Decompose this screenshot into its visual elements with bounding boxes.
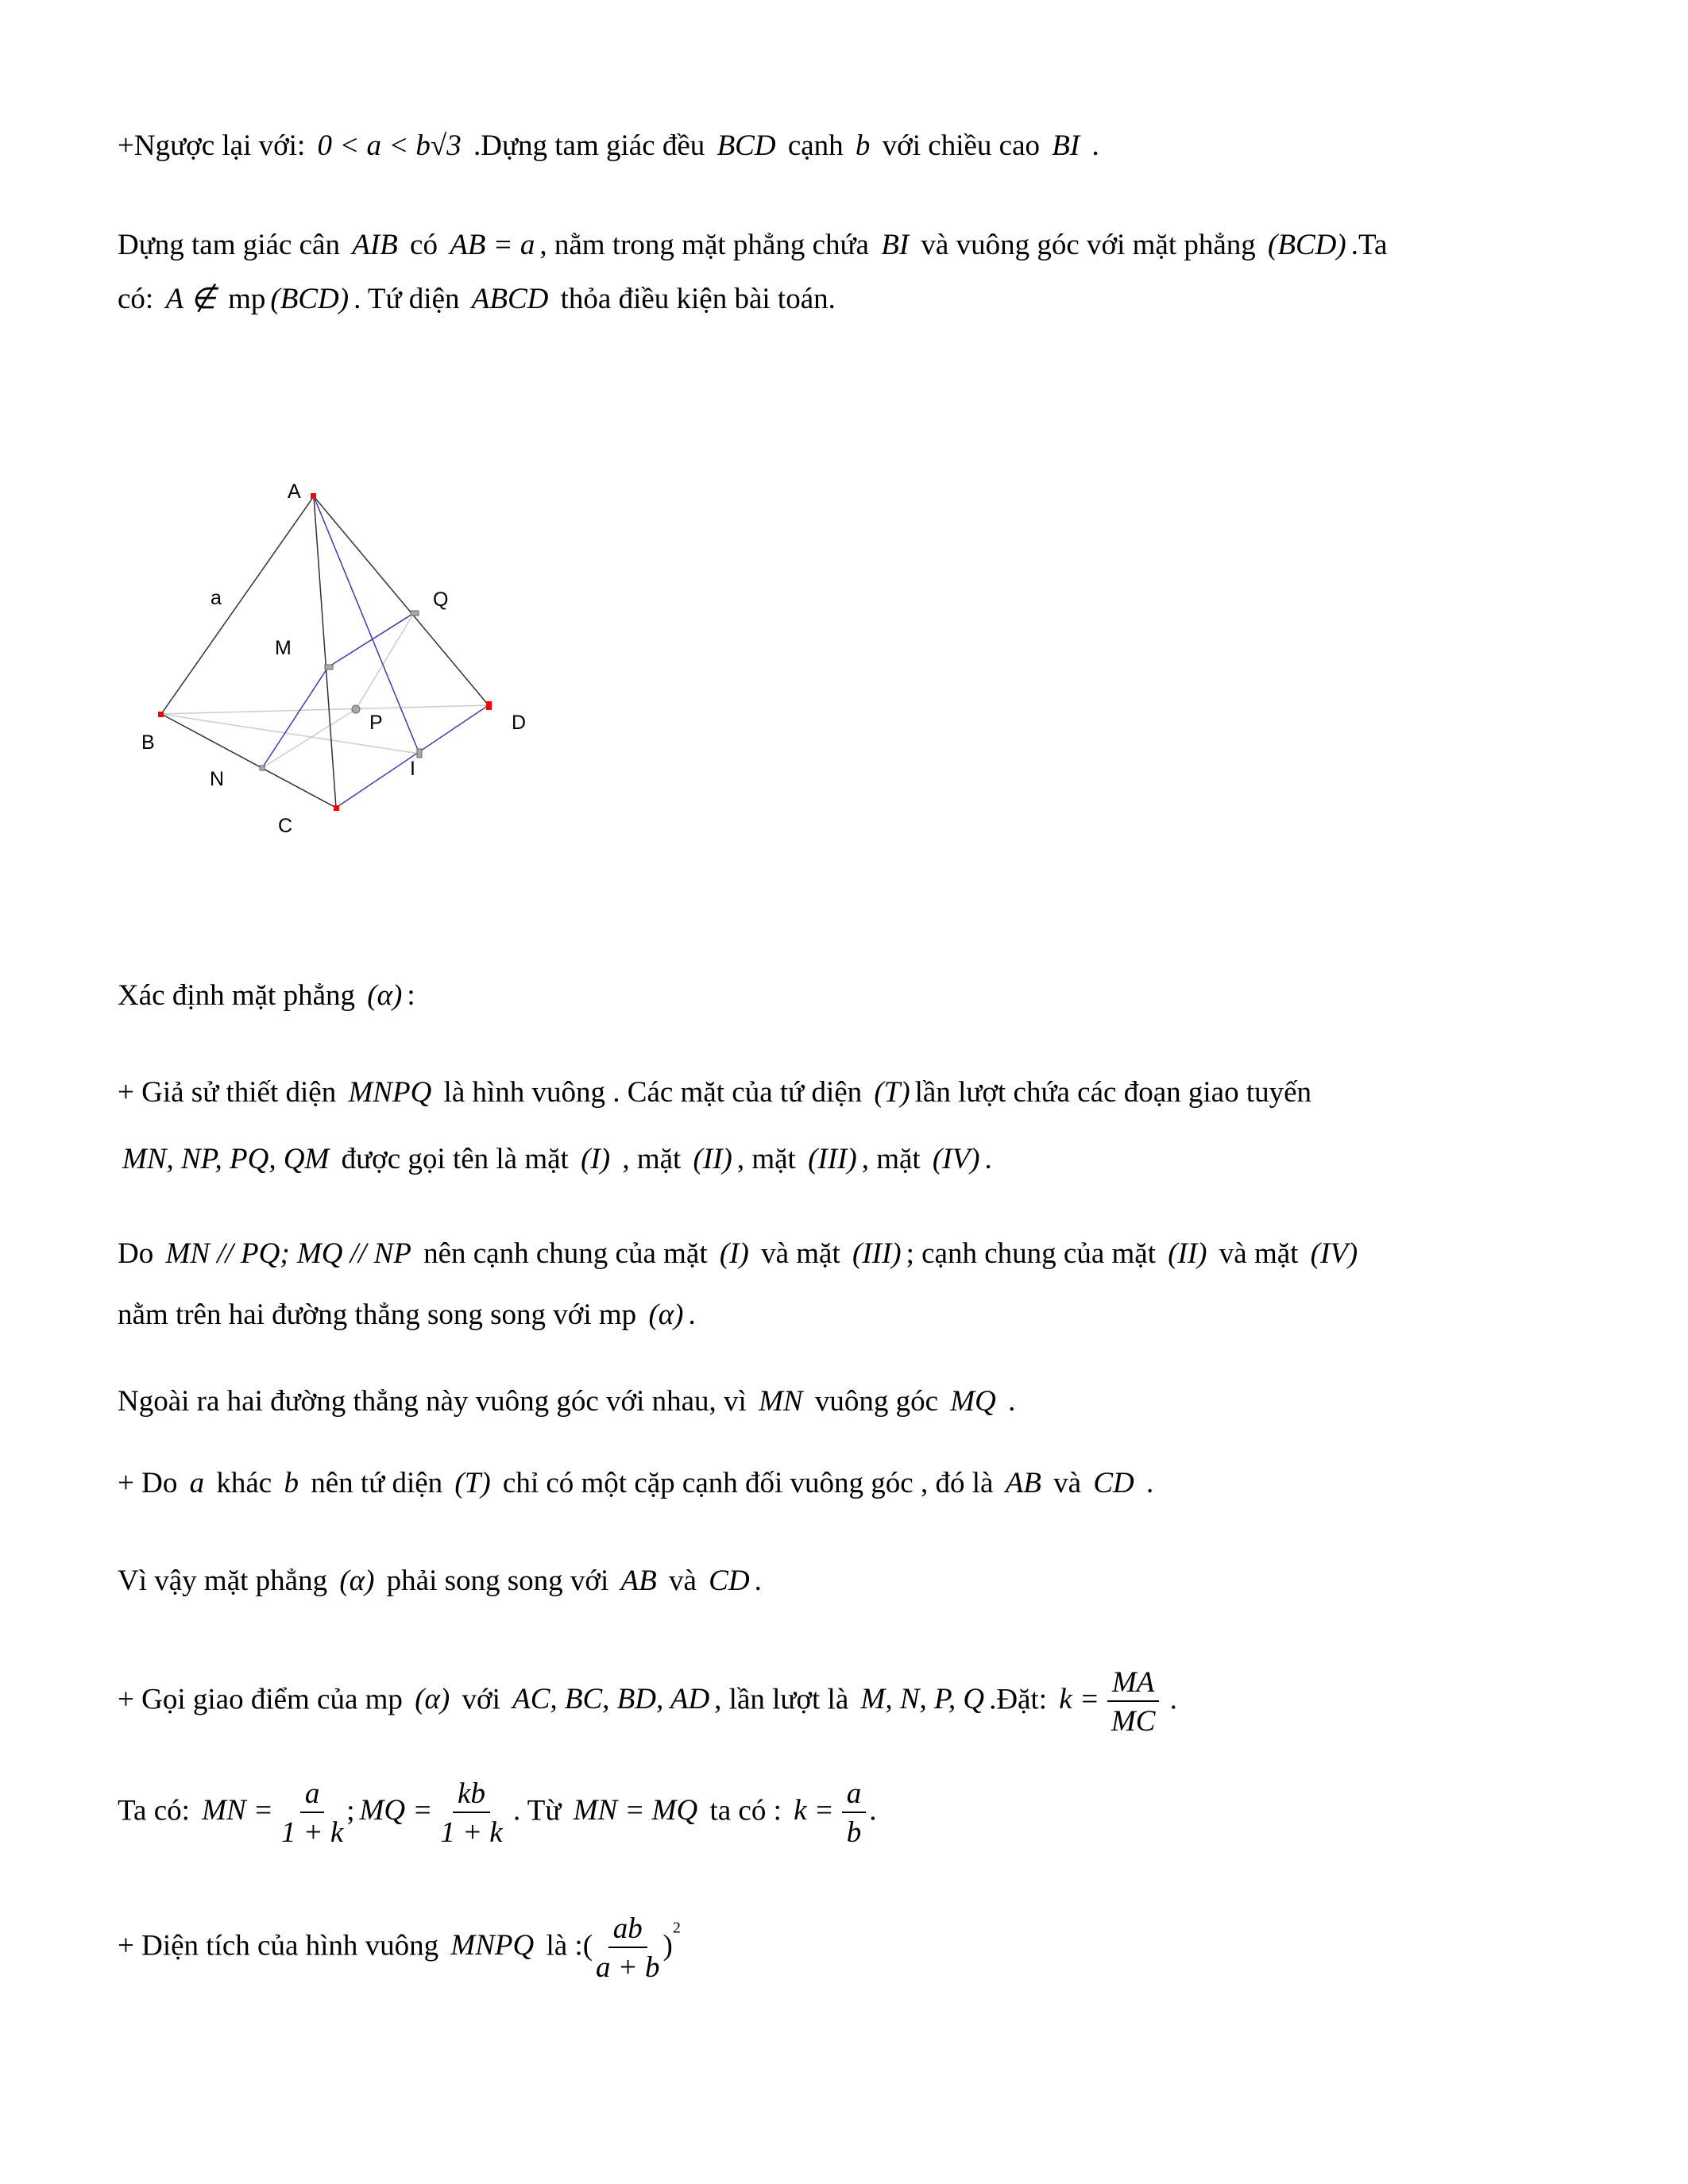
text-segment: Ta có: [118, 1794, 198, 1827]
vertex-b [158, 712, 164, 717]
text-segment: khác [209, 1467, 280, 1499]
text-segment: . [1162, 1683, 1177, 1716]
edge-ad [314, 496, 489, 705]
label-a-vertex: A [288, 480, 301, 503]
point-m [325, 665, 333, 669]
text-segment: nằm trên hai đường thẳng song song với mp [118, 1298, 644, 1331]
segment-mn [262, 667, 328, 768]
math-expression: k = [1059, 1683, 1099, 1716]
math-expression: (T) [874, 1076, 910, 1109]
math-expression: k = [794, 1794, 834, 1827]
math-expression: a [189, 1467, 205, 1499]
text-segment: . [984, 1143, 992, 1175]
text-segment: phải song song với [379, 1565, 616, 1597]
math-expression: CD [709, 1565, 750, 1597]
segment-mq [328, 613, 414, 667]
text-segment: . [869, 1794, 877, 1827]
math-expression: (T) [454, 1467, 491, 1499]
text-segment: , lần lượt là [714, 1683, 856, 1716]
text-line [118, 1914, 681, 1982]
text-segment: + Diện tích của hình vuông [118, 1929, 446, 1962]
text-segment: + Do [118, 1467, 185, 1499]
text-segment: và [1045, 1467, 1089, 1499]
math-expression: (α) [648, 1298, 684, 1331]
text-segment: được gọi tên là mặt [334, 1143, 577, 1175]
text-segment: có: [118, 283, 161, 315]
text-line [118, 1239, 1362, 1268]
text-segment: Vì vậy mặt phẳng [118, 1565, 335, 1597]
math-expression: b [284, 1467, 299, 1499]
fraction [440, 1779, 502, 1847]
math-expression: BI [881, 229, 910, 261]
text-segment: . Từ [505, 1794, 569, 1827]
math-expression: 0 < a < b√3 [317, 129, 462, 162]
edge-bd-hidden [161, 705, 489, 714]
point-i [417, 749, 422, 758]
math-expression: MNPQ [348, 1076, 432, 1109]
math-expression: AB [620, 1565, 657, 1597]
vertex-a [311, 493, 316, 499]
text-segment: ) [662, 1929, 673, 1962]
text-segment: : [407, 979, 415, 1012]
text-line [118, 1387, 1015, 1416]
text-segment: .Dựng tam giác đều [465, 129, 713, 162]
label-q: Q [433, 588, 449, 611]
math-expression: MN [759, 1385, 803, 1418]
math-expression: M, N, P, Q [860, 1683, 985, 1716]
label-p: P [369, 712, 383, 734]
math-expression: AB [1005, 1467, 1041, 1499]
text-segment: nên cạnh chung của mặt [415, 1237, 715, 1270]
math-expression: BCD [717, 129, 776, 162]
label-b: B [141, 731, 155, 754]
math-expression: MN = MQ [573, 1794, 698, 1827]
text-segment: Dựng tam giác cân [118, 229, 348, 261]
edge-ab [161, 496, 314, 714]
math-expression: (IV) [1310, 1237, 1358, 1270]
point-q [411, 611, 419, 615]
point-p [352, 705, 360, 713]
math-expression: AIB [352, 229, 398, 261]
text-segment: .Đặt: [989, 1683, 1055, 1716]
text-segment: +Ngược lại với: [118, 129, 313, 162]
label-m: M [275, 637, 292, 659]
math-expression: (BCD) [1268, 229, 1346, 261]
text-line [118, 1078, 1311, 1107]
text-segment: Ngoài ra hai đường thẳng này vuông góc với nhau, vì [118, 1385, 755, 1418]
math-expression: (α) [367, 979, 403, 1012]
fraction [281, 1779, 343, 1847]
math-expression: CD [1093, 1467, 1134, 1499]
fraction-numerator: ab [608, 1914, 647, 1948]
edge-bc [161, 714, 336, 808]
label-d: D [512, 712, 527, 734]
math-expression: (IV) [932, 1143, 980, 1175]
math-expression: b [855, 129, 871, 162]
text-segment: + Giả sử thiết diện [118, 1076, 344, 1109]
fraction-numerator: kb [453, 1779, 490, 1813]
text-segment: Xác định mặt phẳng [118, 979, 363, 1012]
math-expression: (α) [415, 1683, 450, 1716]
segment-pq-hidden [356, 613, 414, 709]
text-segment: chỉ có một cặp cạnh đối vuông góc , đó là [495, 1467, 1001, 1499]
fraction [596, 1914, 659, 1982]
math-expression: A ∉ [165, 283, 216, 315]
label-a-side: a [211, 587, 222, 609]
math-expression: AC, BC, BD, AD [512, 1683, 710, 1716]
fraction-numerator: a [842, 1779, 867, 1813]
text-segment: là hình vuông . Các mặt của tứ diện [436, 1076, 870, 1109]
text-segment: có [402, 229, 446, 261]
text-segment: và mặt [1211, 1237, 1306, 1270]
fraction-denominator: a + b [596, 1951, 660, 1984]
text-segment: . [1084, 129, 1099, 162]
fraction-denominator: 1 + k [280, 1816, 344, 1849]
math-expression: MQ [950, 1385, 996, 1418]
text-segment: và vuông góc với mặt phẳng [914, 229, 1264, 261]
fraction-numerator: MA [1107, 1668, 1159, 1702]
text-line [118, 1668, 1177, 1736]
text-segment: thỏa điều kiện bài toán. [553, 283, 836, 315]
math-expression: (I) [719, 1237, 749, 1270]
label-i: I [410, 758, 415, 780]
math-expression: MQ = [359, 1794, 433, 1827]
text-line [118, 981, 415, 1010]
fraction-denominator: 1 + k [440, 1816, 503, 1849]
text-segment: với [454, 1683, 508, 1716]
text-segment: . [688, 1298, 696, 1331]
text-segment: vuông góc [807, 1385, 946, 1418]
segment-np-hidden [262, 709, 356, 768]
fraction-denominator: b [846, 1816, 862, 1849]
vertex-c [334, 805, 339, 811]
text-segment: ; cạnh chung của mặt [906, 1237, 1164, 1270]
math-expression: ABCD [471, 283, 549, 315]
text-line [118, 1144, 992, 1174]
text-segment: nên tứ diện [303, 1467, 450, 1499]
math-expression: MN = [202, 1794, 273, 1827]
fraction [1107, 1668, 1159, 1736]
text-segment: và mặt [753, 1237, 848, 1270]
fraction-denominator: MC [1111, 1705, 1156, 1738]
text-segment: , mặt [736, 1143, 804, 1175]
fraction [842, 1779, 867, 1847]
superscript: 2 [672, 1919, 681, 1937]
math-expression: (BCD) [270, 283, 350, 315]
text-segment: , mặt [861, 1143, 928, 1175]
math-expression: (α) [339, 1565, 375, 1597]
text-segment: . [1138, 1467, 1154, 1499]
text-segment: là :( [539, 1929, 593, 1962]
text-segment: với chiều cao [875, 129, 1048, 162]
math-expression: (III) [808, 1143, 857, 1175]
text-segment: cạnh [780, 129, 851, 162]
text-segment: mp [220, 283, 266, 315]
math-expression: MNPQ [450, 1929, 535, 1962]
text-segment: ; [346, 1794, 355, 1827]
math-expression: MN, NP, PQ, QM [122, 1143, 330, 1175]
text-segment: + Gọi giao điểm của mp [118, 1683, 411, 1716]
text-segment: ta có : [702, 1794, 790, 1827]
text-line [118, 1300, 696, 1329]
text-segment: lần lượt chứa các đoạn giao tuyến [914, 1076, 1312, 1109]
text-line [118, 1566, 762, 1596]
vertex-d [486, 701, 492, 710]
fraction-numerator: a [300, 1779, 325, 1813]
math-expression: (I) [581, 1143, 611, 1175]
math-expression: AB = a [450, 229, 535, 261]
tetrahedron-diagram [0, 0, 1688, 874]
math-expression: (II) [693, 1143, 732, 1175]
text-line [118, 1468, 1153, 1498]
text-segment: . [754, 1565, 762, 1597]
text-segment: .Ta [1350, 229, 1388, 261]
text-segment: , mặt [615, 1143, 689, 1175]
text-segment: Do [118, 1237, 161, 1270]
text-line [118, 1779, 877, 1847]
text-segment: . [1000, 1385, 1016, 1418]
math-expression: (III) [852, 1237, 902, 1270]
text-segment: , nằm trong mặt phẳng chứa [539, 229, 877, 261]
point-n [260, 766, 265, 770]
text-segment: và [661, 1565, 705, 1597]
label-n: N [210, 768, 225, 790]
math-expression: (II) [1168, 1237, 1207, 1270]
label-c: C [278, 815, 293, 837]
edge-cd [336, 705, 489, 808]
math-expression: MN // PQ; MQ // NP [165, 1237, 411, 1270]
text-segment: . Tứ diện [353, 283, 467, 315]
math-expression: BI [1052, 129, 1080, 162]
